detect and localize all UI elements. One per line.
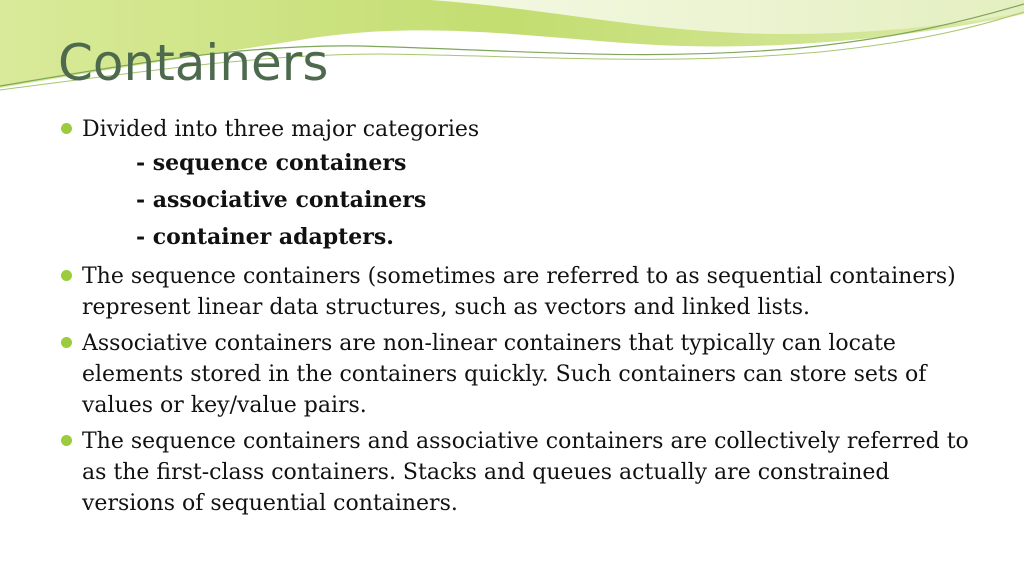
sub-item: - associative containers [136, 187, 427, 213]
bullet-dot-icon [61, 270, 72, 281]
bullet-dot-icon [61, 435, 72, 446]
slide-title: Containers [58, 34, 329, 92]
bullet-item [58, 114, 988, 256]
bullet-dot-icon [61, 123, 72, 134]
sub-item: - sequence containers [136, 150, 407, 176]
bullet-item [58, 328, 988, 421]
bullet-item [58, 426, 988, 519]
bullet-text: The sequence containers and associative containers are collectively referred to as the first-class containers. Stacks and queues actually are constrained versions of sequential containers. [82, 429, 969, 516]
bullet-list [58, 114, 988, 519]
sub-item: - container adapters. [136, 224, 394, 250]
bullet-dot-icon [61, 337, 72, 348]
bullet-item [58, 261, 988, 323]
bullet-text: Associative containers are non-linear containers that typically can locate elements stored in the containers quickly. Such containers can store sets of values or key/value pairs. [82, 331, 927, 418]
bullet-text: The sequence containers (sometimes are referred to as sequential containers) represent linear data structures, such as vectors and linked lists. [82, 264, 956, 320]
bullet-text: Divided into three major categories [82, 117, 480, 142]
